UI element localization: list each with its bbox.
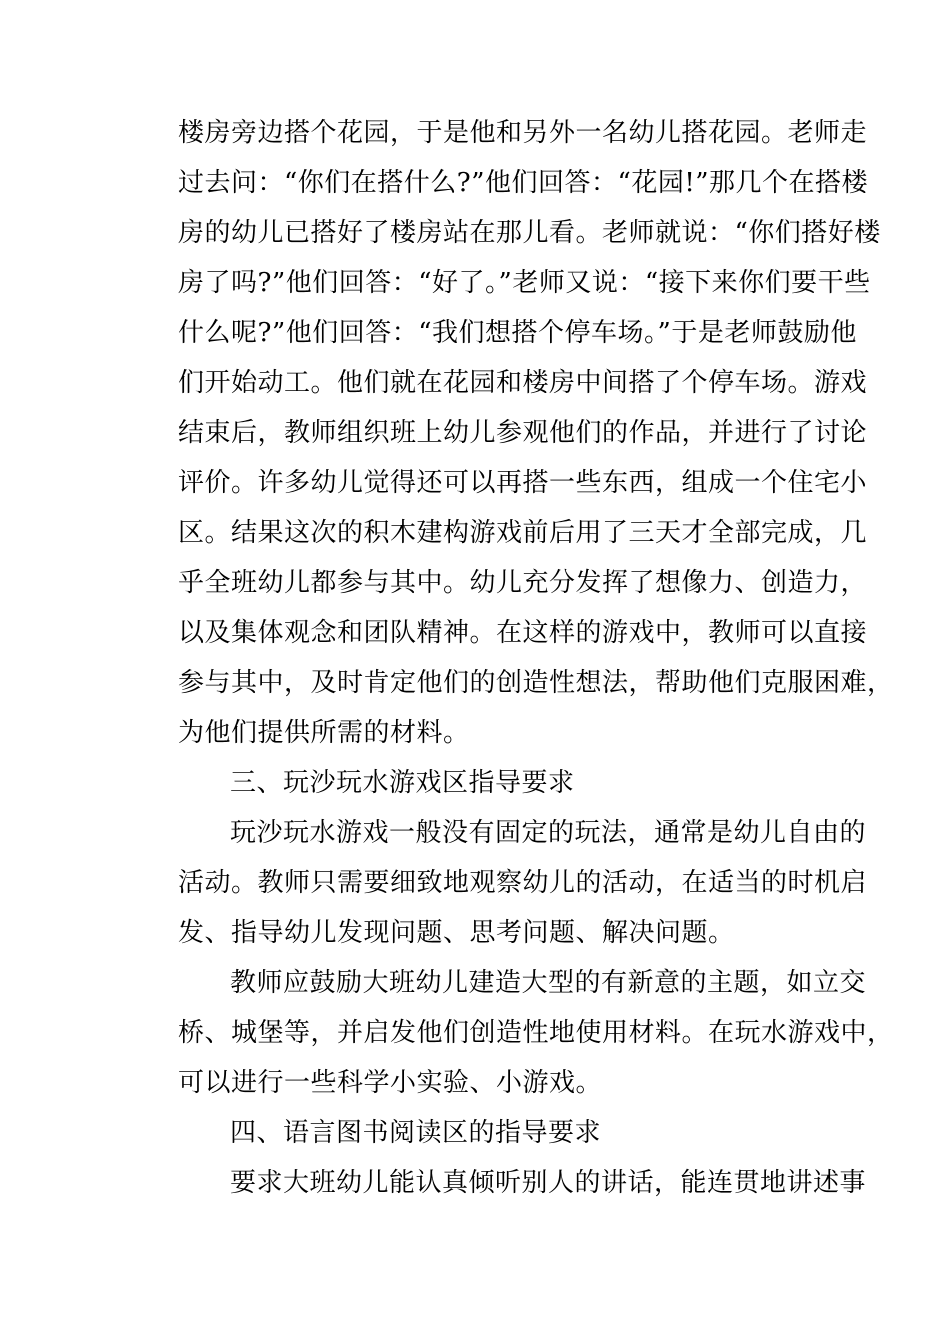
paragraph-line: 房的幼儿已搭好了楼房站在那儿看。老师就说：“你们搭好楼	[178, 218, 881, 248]
paragraph-line: 评价。许多幼儿觉得还可以再搭一些东西，组成一个住宅小	[178, 468, 868, 498]
paragraph-line: 结束后，教师组织班上幼儿参观他们的作品，并进行了讨论	[178, 418, 868, 448]
paragraph-line: 们开始动工。他们就在花园和楼房中间搭了个停车场。游戏	[178, 368, 868, 398]
paragraph-line: 玩沙玩水游戏一般没有固定的玩法，通常是幼儿自由的	[230, 818, 867, 848]
section-heading: 四、语言图书阅读区的指导要求	[230, 1118, 602, 1148]
paragraph-line: 什么呢?”他们回答：“我们想搭个停车场。”于是老师鼓励他	[178, 318, 857, 348]
paragraph-line: 以及集体观念和团队精神。在这样的游戏中，教师可以直接	[178, 618, 868, 648]
paragraph-line: 要求大班幼儿能认真倾听别人的讲话，能连贯地讲述事	[230, 1168, 867, 1198]
paragraph-line: 可以进行一些科学小实验、小游戏。	[178, 1068, 603, 1098]
paragraph-line: 乎全班幼儿都参与其中。幼儿充分发挥了想像力、创造力，	[178, 568, 868, 598]
paragraph-line: 参与其中，及时肯定他们的创造性想法，帮助他们克服困难，	[178, 668, 894, 698]
paragraph-line: 过去问：“你们在搭什么?”他们回答：“花园!”那几个在搭楼	[178, 168, 869, 198]
paragraph-line: 发、指导幼儿发现问题、思考问题、解决问题。	[178, 918, 735, 948]
paragraph-line: 为他们提供所需的材料。	[178, 718, 470, 748]
paragraph-line: 桥、城堡等，并启发他们创造性地使用材料。在玩水游戏中，	[178, 1018, 894, 1048]
paragraph-line: 房了吗?”他们回答：“好了。”老师又说：“接下来你们要干些	[178, 268, 871, 298]
paragraph-line: 楼房旁边搭个花园，于是他和另外一名幼儿搭花园。老师走	[178, 118, 868, 148]
paragraph-line: 教师应鼓励大班幼儿建造大型的有新意的主题，如立交	[230, 968, 867, 998]
paragraph-line: 活动。教师只需要细致地观察幼儿的活动，在适当的时机启	[178, 868, 868, 898]
paragraph-line: 区。结果这次的积木建构游戏前后用了三天才全部完成，几	[178, 518, 868, 548]
section-heading: 三、玩沙玩水游戏区指导要求	[230, 768, 575, 798]
